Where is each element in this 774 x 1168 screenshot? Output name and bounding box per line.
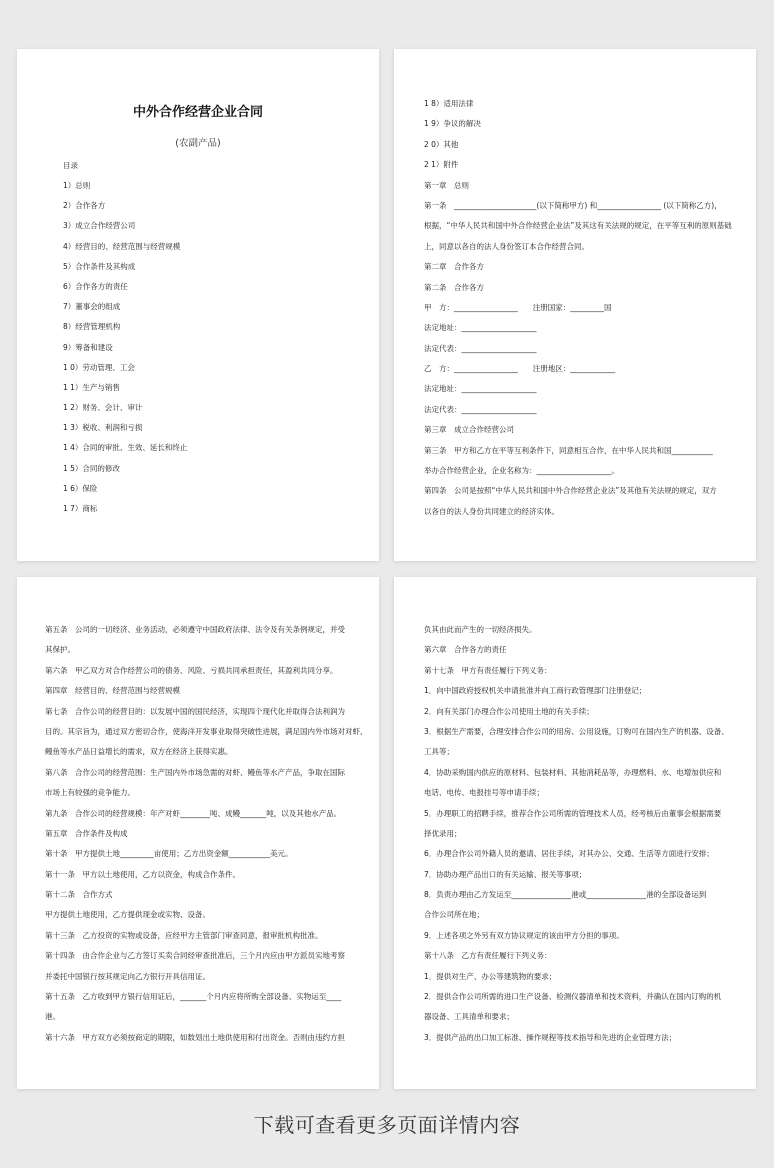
toc-item: 1 6）保险 xyxy=(63,483,98,493)
text-line: 第四条 公司是按照“中华人民共和国中外合作经营企业法”及其他有关法规的规定，双方 xyxy=(424,486,717,496)
text-line: 并委托中国银行按其规定向乙方银行开具信用证。 xyxy=(45,971,210,981)
text-line: 法定代表：____________________ xyxy=(424,343,537,353)
text-line: 第三条 甲方和乙方在平等互利条件下，同意相互合作，在中华人民共和国___________ xyxy=(424,445,713,455)
text-line: 第七条 合作公司的经营目的：以发展中国的国民经济，实现四个现代化并取得合法利润为 xyxy=(45,706,345,716)
text-line: 第十六条 甲方双方必须按商定的期限，如数划出土地供使用和付出资金。否则由违约方担 xyxy=(45,1032,345,1042)
text-line: 根据，“中华人民共和国中外合作经营企业法”及其这有关法规的规定，在平等互利的原则基础 xyxy=(424,221,732,231)
text-line: 第十一条 甲方以土地使用，乙方以资金，构成合作条件。 xyxy=(45,869,240,879)
toc-item: 1 0）劳动管理、工会 xyxy=(63,362,135,372)
toc-item: 2）合作各方 xyxy=(63,201,106,211)
toc-item: 8）经营管理机构 xyxy=(63,322,121,332)
text-line: 上，同意以各自的法人身份签订本合作经营合同。 xyxy=(424,241,589,251)
text-line: 8．负责办理由乙方发运至________________港或________________港的全部设备运到 xyxy=(424,890,707,900)
text-line: 6．办理合作公司外籍人员的邀请、居住手续，对其办公、交通、生活等方面进行安排； xyxy=(424,849,714,859)
document-page-3 xyxy=(17,577,379,1089)
text-line: 合作公司所在地； xyxy=(424,910,484,920)
text-line: 4．协助采购国内供应的原材料、包装材料、其他消耗品等，办理燃料、水、电增加供应和 xyxy=(424,767,722,777)
text-line: 第八条 合作公司的经营范围：生产国内外市场急需的对虾、鳗鱼等水产产品，争取在国际 xyxy=(45,767,345,777)
toc-item: 5）合作条件及其构成 xyxy=(63,261,136,271)
text-line: 2．向有关部门办理合作公司使用土地的有关手续； xyxy=(424,706,594,716)
text-line: 1 8）适用法律 xyxy=(424,99,474,108)
text-line: 港。 xyxy=(45,1012,60,1022)
page-text xyxy=(45,625,368,1053)
text-line: 工具等； xyxy=(424,747,454,757)
toc-item: 1 5）合同的修改 xyxy=(63,463,120,473)
text-line: 9．上述各项之外另有双方协议规定的该由甲方分担的事项。 xyxy=(424,930,624,940)
text-line: 其保护。 xyxy=(45,645,75,655)
text-line: 市场上有较强的竞争能力。 xyxy=(45,788,135,798)
text-line: 法定代表：____________________ xyxy=(424,404,537,414)
toc-item: 1 1）生产与销售 xyxy=(63,382,120,392)
text-line: 第四章 经营目的、经营范围与经营规模 xyxy=(45,686,180,696)
text-line: 7．协助办理产品出口的有关运输、报关等事项； xyxy=(424,869,587,879)
toc-heading: 目录 xyxy=(63,161,78,170)
text-line: 法定地址：____________________ xyxy=(424,384,537,394)
text-line: 法定地址：____________________ xyxy=(424,323,537,333)
text-line: 第五条 公司的一切经济、业务活动，必须遵守中国政府法律、法令及有关条例规定，并受 xyxy=(45,625,345,634)
text-line: 鳗鱼等水产品日益增长的需求，双方在经济上获得实惠。 xyxy=(45,747,233,757)
text-line: 1．向中国政府授权机关申请批准并向工商行政管理部门注册登记； xyxy=(424,686,647,696)
text-line: 电话、电传、电报挂号等申请手续； xyxy=(424,788,544,798)
text-line: 以各自的法人身份共同建立的经济实体。 xyxy=(424,506,559,516)
toc-item: 1 7）商标 xyxy=(63,504,98,513)
document-page-1 xyxy=(17,49,379,561)
text-line: 第十条 甲方提供土地_________亩使用；乙方出资金额___________美元。 xyxy=(45,849,293,859)
text-line: 第三章 成立合作经营公司 xyxy=(424,425,514,435)
toc-item: 6）合作各方的责任 xyxy=(63,281,128,291)
text-line: 第十二条 合作方式 xyxy=(45,890,113,900)
text-line: 第九条 合作公司的经营规模：年产对虾________吨、成鳗_______吨，以及其他水产品。 xyxy=(45,808,342,818)
text-line: 第一章 总则 xyxy=(424,180,469,190)
text-line: 乙 方：_________________ 注册地区：____________ xyxy=(424,364,616,374)
document-page-2 xyxy=(394,49,756,561)
text-line: 第十三条 乙方投资的实物或设备，应经甲方主管部门审查同意，报审批机构批准。 xyxy=(45,930,323,940)
toc-item: 1 4）合同的审批、生效、延长和终止 xyxy=(63,443,188,453)
text-line: 负其由此而产生的一切经济损失。 xyxy=(424,625,537,634)
document-title: 中外合作经营企业合同 xyxy=(132,105,263,120)
toc-item: 1）总则 xyxy=(63,181,91,190)
download-caption: 下载可查看更多页面详情内容 xyxy=(253,1113,521,1137)
text-line: 第十八条 乙方有责任履行下列义务： xyxy=(424,951,552,961)
text-line: 目的。其宗旨为，通过双方密切合作，使海洋开发事业取得突破性进展，满足国内外市场对对虾、 xyxy=(45,726,368,736)
text-line: 甲方提供土地使用，乙方提供现金或实物、设备。 xyxy=(45,910,210,920)
text-line: 2 1）附件 xyxy=(424,160,459,170)
text-line: 第十四条 由合作企业与乙方签订买卖合同经审查批准后，三个月内应由甲方派员实地考察 xyxy=(45,951,345,961)
text-line: 第二章 合作各方 xyxy=(424,262,484,272)
text-line: 甲 方：_________________ 注册国家：_________国 xyxy=(424,302,612,312)
text-line: 2 0）其他 xyxy=(424,139,459,149)
text-line: 第十七条 甲方有责任履行下列义务： xyxy=(424,665,552,675)
toc-item: 9）筹备和建设 xyxy=(63,342,113,352)
text-line: 第六章 合作各方的责任 xyxy=(424,645,507,655)
text-line: 第十五条 乙方收到甲方银行信用证后，_______个月内应将所购全部设备、实物运至____ xyxy=(45,992,342,1002)
toc-item: 3）成立合作经营公司 xyxy=(63,221,136,231)
text-line: 1 9）争议的解决 xyxy=(424,119,481,129)
text-line: 举办合作经营企业，企业名称为：____________________。 xyxy=(424,466,619,476)
text-line: 5．办理职工的招聘手续，推荐合作公司所需的管理技术人员，经考核后由董事会根据需要 xyxy=(424,808,722,818)
page-text xyxy=(424,625,729,1053)
toc-item: 1 2）财务、会计、审计 xyxy=(63,403,143,413)
text-line: 第六条 甲乙双方对合作经营公司的债务、风险、亏损共同承担责任，其盈利共同分享。 xyxy=(45,665,338,675)
document-page-4 xyxy=(394,577,756,1089)
text-line: 第二条 合作各方 xyxy=(424,282,484,292)
toc-item: 4）经营目的、经营范围与经营规模 xyxy=(63,241,181,251)
toc-item: 1 3）税收、利润和亏损 xyxy=(63,423,143,433)
text-line: 2．提供合作公司所需的进口生产设备、检测仪器清单和技术资料，并确认在国内订购的机 xyxy=(424,992,722,1002)
page-text xyxy=(424,99,732,527)
text-line: 第一条 ______________________(以下简称甲方) 和_________________ (以下简称乙方)， xyxy=(424,200,722,210)
text-line: 器设备、工具清单和要求； xyxy=(424,1012,514,1022)
table-of-contents xyxy=(63,180,187,523)
document-subtitle: (农副产品) xyxy=(175,138,221,149)
text-line: 择优录用； xyxy=(424,828,462,838)
toc-item: 7）董事会的组成 xyxy=(63,302,121,312)
text-line: 第五章 合作条件及构成 xyxy=(45,828,128,838)
text-line: 3．提供产品的出口加工标准、操作规程等技术指导和先进的企业管理方法； xyxy=(424,1032,677,1042)
text-line: 1．提供对生产、办公等建筑物的要求； xyxy=(424,971,557,981)
text-line: 3．根据生产需要，合理安排合作公司的用房、公用设施，订购可在国内生产的机器、设备、 xyxy=(424,726,729,736)
